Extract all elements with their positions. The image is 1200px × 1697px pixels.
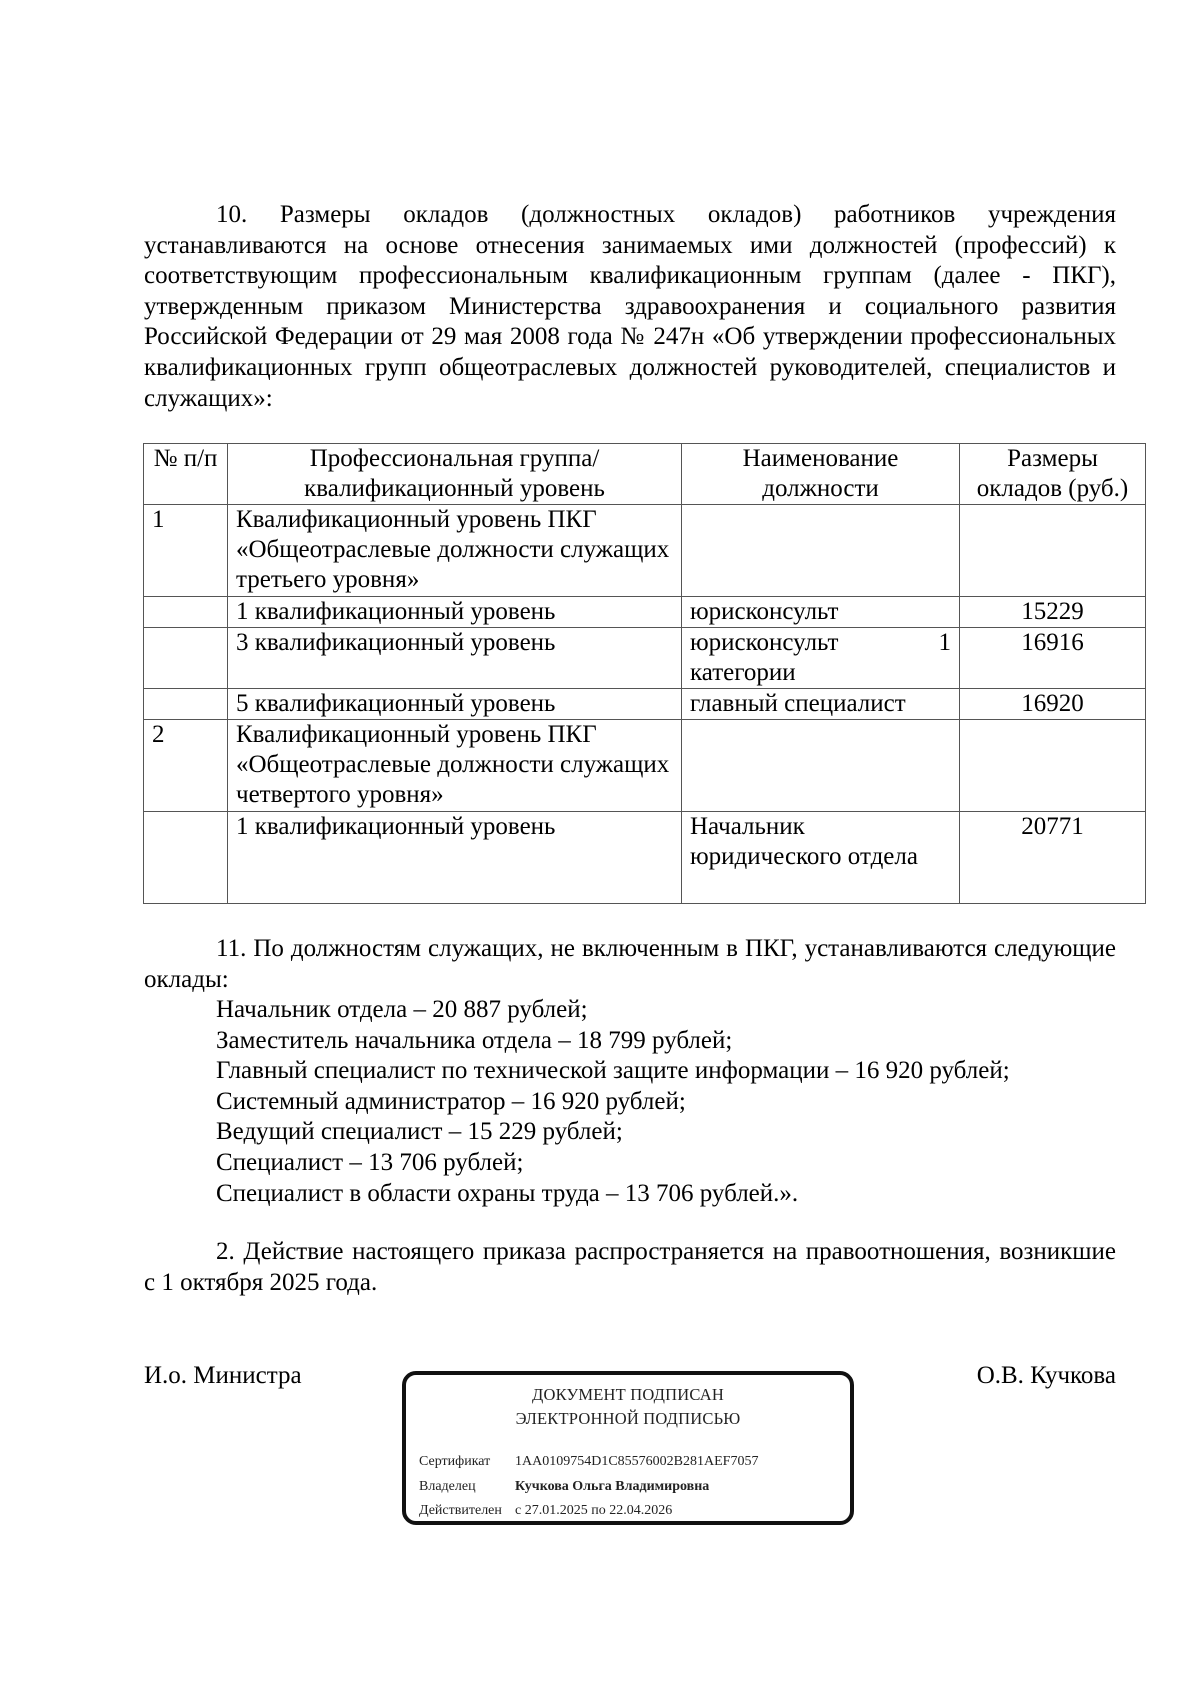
table-row [144, 628, 1146, 689]
row-num: 1 [144, 505, 228, 597]
row-salary: 16920 [960, 689, 1146, 720]
list-item: Начальник отдела – 20 887 рублей; [216, 996, 588, 1023]
table-header-row [144, 444, 1146, 505]
owner-value: Кучкова Ольга Владимировна [515, 1479, 710, 1494]
row-num [144, 689, 228, 720]
table-row [144, 689, 1146, 720]
stamp-line-1: ДОКУМЕНТ ПОДПИСАН [532, 1385, 724, 1404]
cert-value: 1AA0109754D1C85576002B281AEF7057 [515, 1454, 759, 1469]
signer-title: И.о. Министра [144, 1362, 302, 1389]
paragraph-2 [144, 1237, 1116, 1298]
list-item: Системный администратор – 16 920 рублей; [216, 1087, 686, 1115]
cert-label: Сертификат [419, 1454, 491, 1469]
position-part-b: 1 [938, 629, 951, 656]
table-row [144, 597, 1146, 628]
row-position: Начальник юридического отдела [682, 812, 960, 904]
header-salary: Размеры окладов (руб.) [960, 444, 1146, 505]
row-salary: 20771 [960, 812, 1146, 904]
row-salary: 16916 [960, 628, 1146, 689]
paragraph-10-text: 10. Размеры окладов (должностных окладов) работников учреждения устанавливаются на основе отнесения занимаемых ими должностей (профессий) к соответствующим профессиональным квалификационным группам (далее - ПКГ), утвержденным приказом Министерства здравоохранения и социального развития Российской Федерации от 29 мая 2008 года № 247н «Об утверждении профессиональных квалификационных групп общеотраслевых должностей руководителей, специалистов и служащих»: [144, 201, 1116, 412]
paragraph-11-text: 11. По должностям служащих, не включенным в ПКГ, устанавливаются следующие оклады: [144, 935, 1116, 993]
row-position: главный специалист [682, 689, 960, 720]
row-position [682, 505, 960, 597]
table-row [144, 720, 1146, 812]
row-group: Квалификационный уровень ПКГ «Общеотраслевые должности служащих четвертого уровня» [228, 720, 682, 812]
list-item: Ведущий специалист – 15 229 рублей; [216, 1118, 623, 1146]
header-position: Наименование должности [682, 444, 960, 505]
row-group: 1 квалификационный уровень [228, 812, 682, 904]
row-group: 5 квалификационный уровень [228, 689, 682, 720]
row-salary: 15229 [960, 597, 1146, 628]
header-num: № п/п [144, 444, 228, 505]
row-position [682, 628, 960, 689]
stamp-header [406, 1383, 850, 1431]
position-part-a: юрисконсульт [690, 629, 839, 656]
position-part-c: категории [690, 659, 796, 686]
row-salary [960, 505, 1146, 597]
list-item: Заместитель начальника отдела – 18 799 рублей; [216, 1026, 733, 1054]
row-group: 3 квалификационный уровень [228, 628, 682, 689]
header-group: Профессиональная группа/ квалификационный уровень [228, 444, 682, 505]
row-num [144, 597, 228, 628]
stamp-owner-row [419, 1479, 709, 1495]
stamp-valid-row [419, 1503, 672, 1519]
list-item: Главный специалист по технической защите информации – 16 920 рублей; [216, 1057, 1010, 1085]
salary-table [143, 443, 1146, 904]
row-num [144, 812, 228, 904]
row-salary [960, 720, 1146, 812]
salary-list [216, 995, 1010, 1209]
signer-name: О.В. Кучкова [976, 1362, 1116, 1389]
table-row [144, 505, 1146, 597]
stamp-cert-row [419, 1454, 758, 1470]
paragraph-10 [144, 200, 1116, 414]
owner-label: Владелец [419, 1479, 476, 1494]
row-group: 1 квалификационный уровень [228, 597, 682, 628]
valid-label: Действителен [419, 1503, 502, 1518]
stamp-line-2: ЭЛЕКТРОННОЙ ПОДПИСЬЮ [515, 1409, 741, 1428]
electronic-signature-stamp [402, 1371, 854, 1525]
row-num [144, 628, 228, 689]
paragraph-11 [144, 934, 1116, 995]
row-position [682, 720, 960, 812]
list-item: Специалист в области охраны труда – 13 706 рублей.». [216, 1179, 799, 1207]
row-position: юрисконсульт [682, 597, 960, 628]
table-row [144, 812, 1146, 904]
row-num: 2 [144, 720, 228, 812]
row-group: Квалификационный уровень ПКГ «Общеотраслевые должности служащих третьего уровня» [228, 505, 682, 597]
paragraph-2-text: 2. Действие настоящего приказа распространяется на правоотношения, возникшие с 1 октября 2025 года. [144, 1238, 1116, 1296]
list-item: Специалист – 13 706 рублей; [216, 1148, 524, 1176]
valid-value: с 27.01.2025 по 22.04.2026 [515, 1503, 673, 1518]
